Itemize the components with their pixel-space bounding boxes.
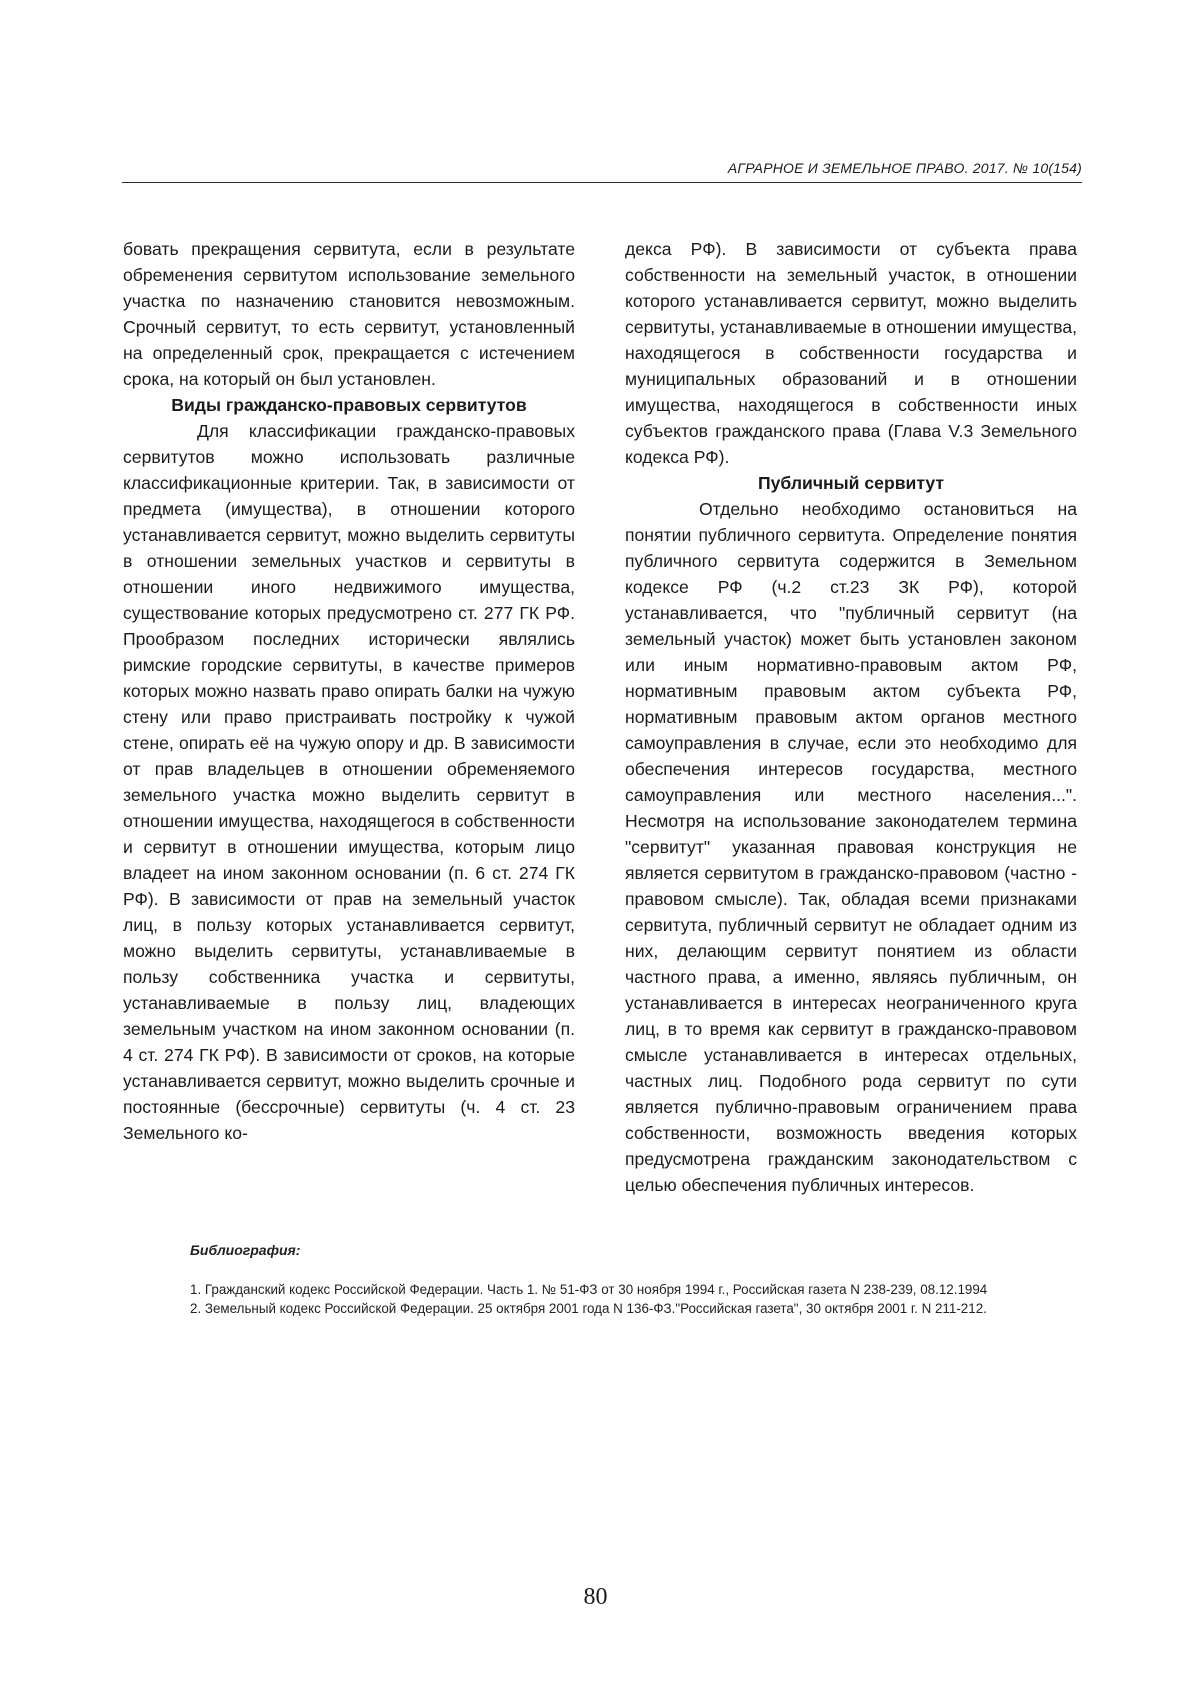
right-column (625, 236, 1077, 1198)
bibliography-entry-1: 1. Гражданский кодекс Российской Федерации. Часть 1. № 51-ФЗ от 30 ноября 1994 г., Российская газета N 238-239, 08.12.1994 (190, 1282, 988, 1297)
running-header: АГРАРНОЕ И ЗЕМЕЛЬНОЕ ПРАВО. 2017. № 10(154) (727, 160, 1082, 176)
bibliography-title: Библиография: (190, 1242, 301, 1258)
right-paragraph-1: декса РФ). В зависимости от субъекта права собственности на земельный участок, в отношении которого устанавливается сервитут, можно выделить сервитуты, устанавливаемые в отношении имущества, находящегося в собственности государства и муниципальных образований и в отношении имущества, находящегося в собственности иных субъектов гражданского права (Глава V.3 Земельного кодекса РФ). (625, 239, 1077, 467)
header-divider (122, 182, 1082, 183)
left-paragraph-2: Для классификации гражданско-правовых сервитутов можно использовать различные классификационные критерии. Так, в зависимости от предмета (имущества), в отношении которого устанавливается сервитут, можно выделить сервитуты в отношении земельных участков и сервитуты в отношении иного недвижимого имущества, существование которых предусмотрено ст. 277 ГК РФ. Прообразом последних исторически являлись римские городские сервитуты, в качестве примеров которых можно назвать право опирать балки на чужую стену или право пристраивать постройку к чужой стене, опирать её на чужую опору и др. В зависимости от прав владельцев в отношении обременяемого земельного участка можно выделить сервитут в отношении имущества, находящегося в собственности и сервитут в отношении имущества, которым лицо владеет на ином законном основании (п. 6 ст. 274 ГК РФ). В зависимости от прав на земельный участок лиц, в пользу которых устанавливается сервитут, можно выделить сервитуты, устанавливаемые в пользу собственника участка и сервитуты, устанавливаемые в пользу лиц, владеющих земельным участком на ином законном основании (п. 4 ст. 274 ГК РФ). В зависимости от сроков, на которые устанавливается сервитут, можно выделить срочные и постоянные (бессрочные) сервитуты (ч. 4 ст. 23 Земельного ко- (123, 421, 575, 1143)
page-number: 80 (583, 1584, 608, 1610)
left-paragraph-1: бовать прекращения сервитута, если в результате обременения сервитутом использование земельного участка по назначению становится невозможным. Срочный сервитут, то есть сервитут, установленный на определенный срок, прекращается с истечением срока, на который он был установлен. (123, 239, 575, 389)
right-paragraph-2: Отдельно необходимо остановиться на понятии публичного сервитута. Определение понятия публичного сервитута содержится в Земельном кодексе РФ (ч.2 ст.23 ЗК РФ), которой устанавливается, что "публичный сервитут (на земельный участок) может быть установлен законом или иным нормативно-правовым актом РФ, нормативным правовым актом субъекта РФ, нормативным правовым актом органов местного самоуправления в случае, если это необходимо для обеспечения интересов государства, местного самоуправления или местного населения...". Несмотря на использование законодателем термина "сервитут" указанная правовая конструкция не является сервитутом в гражданско-правовом (частно - правовом смысле). Так, обладая всеми признаками сервитута, публичный сервитут не обладает одним из них, делающим сервитут понятием из области частного права, а именно, являясь публичным, он устанавливается в интересах неограниченного круга лиц, в то время как сервитут в гражданско-правовом смысле устанавливается в интересах отдельных, частных лиц. Подобного рода сервитут по сути является публично-правовым ограничением права собственности, возможность введения которых предусмотрена гражданским законодательством с целью обеспечения публичных интересов. (625, 499, 1077, 1195)
bibliography (122, 1241, 1082, 1318)
section-heading-public-servitude: Публичный сервитут (757, 473, 945, 493)
bibliography-entry-2: 2. Земельный кодекс Российской Федерации. 25 октября 2001 года N 136-ФЗ."Российская газета", 30 октября 2001 г. N 211-212. (190, 1301, 987, 1316)
section-heading-civil-servitudes: Виды гражданско-правовых сервитутов (171, 395, 527, 415)
left-column (123, 236, 575, 1146)
